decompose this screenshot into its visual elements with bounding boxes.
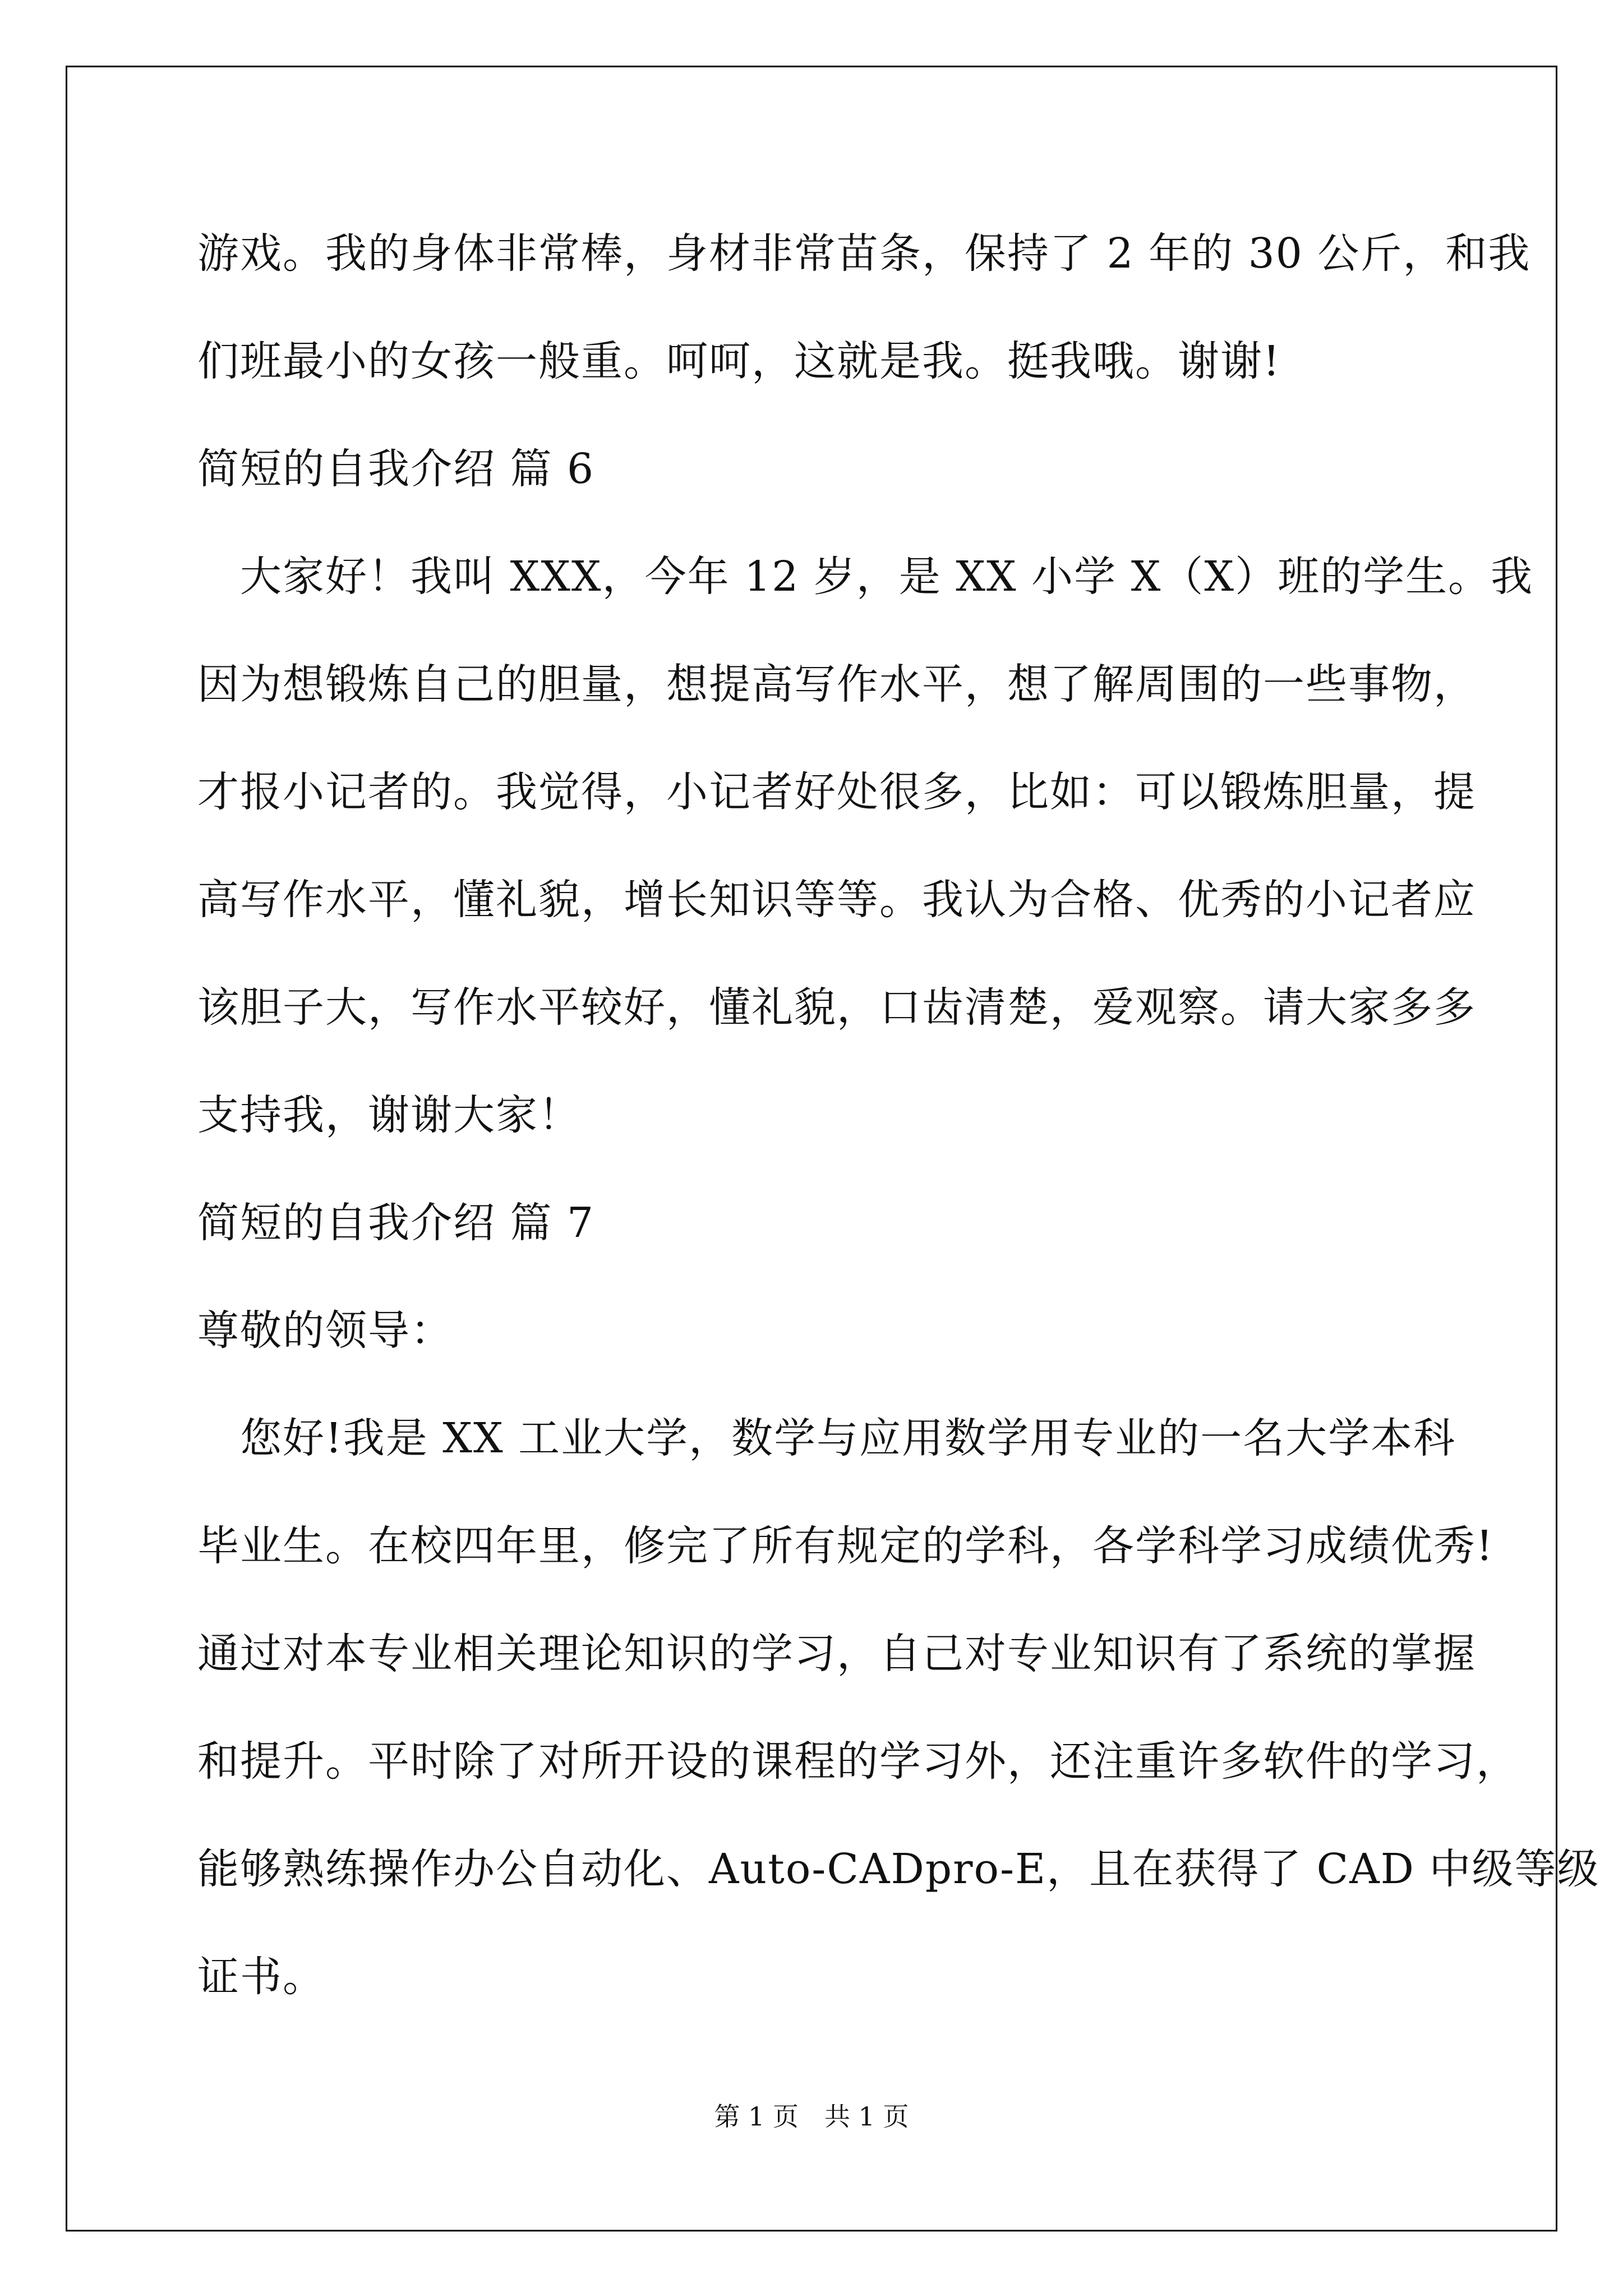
section-heading: 简短的自我介绍 篇 6 (197, 445, 595, 493)
text-line: 该胆子大，写作水平较好，懂礼貌，口齿清楚，爱观察。请大家多多 (197, 983, 1476, 1032)
text-line: 毕业生。在校四年里，修完了所有规定的学科，各学科学习成绩优秀! (197, 1522, 1494, 1570)
text-line: 证书。 (197, 1953, 325, 2001)
text-line: 才报小记者的。我觉得，小记者好处很多，比如：可以锻炼胆量，提 (197, 768, 1476, 816)
salutation: 尊敬的领导： (197, 1306, 453, 1355)
text-line: 游戏。我的身体非常棒，身材非常苗条，保持了 2 年的 30 公斤，和我 (197, 229, 1531, 278)
page-footer: 第 1 页 共 1 页 (714, 2101, 909, 2132)
text-line: 和提升。平时除了对所开设的课程的学习外，还注重许多软件的学习， (197, 1737, 1519, 1786)
text-line: 支持我，谢谢大家！ (197, 1091, 581, 1139)
document-body (197, 200, 1600, 2031)
section-heading: 简短的自我介绍 篇 7 (197, 1199, 595, 1247)
text-line: 通过对本专业相关理论知识的学习，自己对专业知识有了系统的掌握 (197, 1630, 1476, 1678)
text-line: 们班最小的女孩一般重。呵呵，这就是我。挺我哦。谢谢! (197, 337, 1281, 385)
text-line: 大家好！我叫 XXX，今年 12 岁，是 XX 小学 X（X）班的学生。我 (197, 553, 1534, 601)
text-line: 因为想锻炼自己的胆量，想提高写作水平，想了解周围的一些事物， (197, 660, 1476, 708)
text-line: 能够熟练操作办公自动化、Auto-CADpro-E，且在获得了 CAD 中级等级 (197, 1845, 1600, 1893)
text-line: 您好!我是 XX 工业大学，数学与应用数学用专业的一名大学本科 (197, 1414, 1456, 1462)
text-line: 高写作水平，懂礼貌，增长知识等等。我认为合格、优秀的小记者应 (197, 876, 1476, 924)
